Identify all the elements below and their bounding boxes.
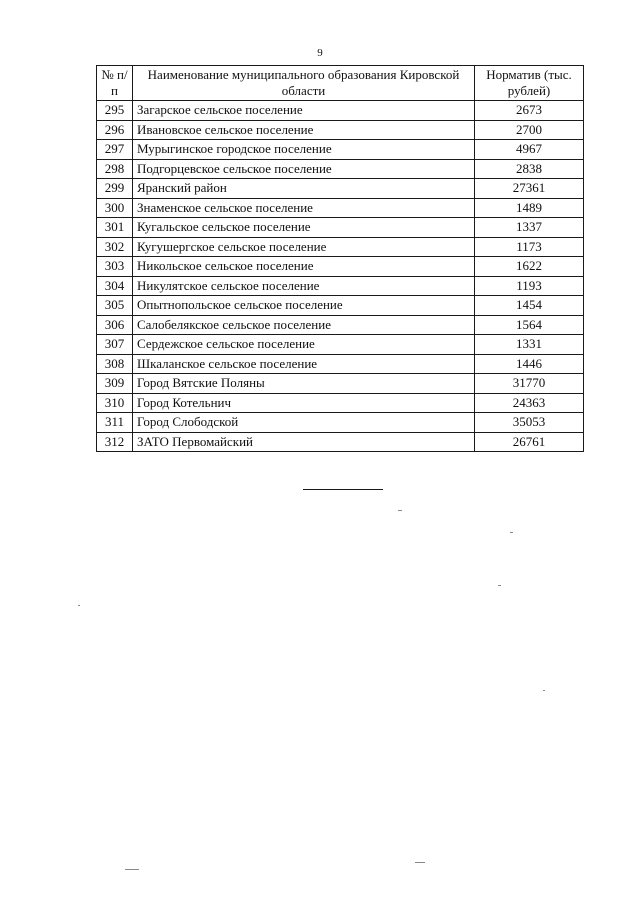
row-name: Ивановское сельское поселение [133, 120, 475, 140]
row-value: 1622 [475, 257, 584, 277]
row-name: Город Котельнич [133, 393, 475, 413]
row-number: 296 [97, 120, 133, 140]
table-row [97, 296, 584, 316]
row-value: 1193 [475, 276, 584, 296]
row-number: 311 [97, 413, 133, 433]
row-value: 26761 [475, 432, 584, 452]
row-name: Загарское сельское поселение [133, 101, 475, 121]
header-value: Норматив (тыс. рублей) [475, 66, 584, 101]
row-number: 308 [97, 354, 133, 374]
row-number: 307 [97, 335, 133, 355]
scan-speck [78, 605, 80, 606]
row-number: 298 [97, 159, 133, 179]
norm-table [96, 65, 584, 452]
table-row [97, 237, 584, 257]
row-value: 2838 [475, 159, 584, 179]
row-name: ЗАТО Первомайский [133, 432, 475, 452]
page-number: 9 [317, 47, 323, 59]
row-number: 306 [97, 315, 133, 335]
row-value: 1337 [475, 218, 584, 238]
table-row [97, 432, 584, 452]
header-name: Наименование муниципального образования Кировской области [133, 66, 475, 101]
row-number: 312 [97, 432, 133, 452]
row-name: Шкаланское сельское поселение [133, 354, 475, 374]
table-row [97, 315, 584, 335]
scan-speck [543, 690, 545, 691]
end-divider [303, 489, 383, 490]
header-row [97, 66, 584, 101]
row-value: 2700 [475, 120, 584, 140]
table-row [97, 159, 584, 179]
table-row [97, 140, 584, 160]
row-value: 1446 [475, 354, 584, 374]
row-value: 27361 [475, 179, 584, 199]
header-num: № п/п [97, 66, 133, 101]
row-value: 31770 [475, 374, 584, 394]
row-number: 302 [97, 237, 133, 257]
scan-speck [125, 869, 139, 870]
row-name: Кугальское сельское поселение [133, 218, 475, 238]
scan-speck [510, 532, 513, 533]
row-name: Кугушергское сельское поселение [133, 237, 475, 257]
table-row [97, 374, 584, 394]
row-name: Город Слободской [133, 413, 475, 433]
row-number: 299 [97, 179, 133, 199]
row-name: Сердежское сельское поселение [133, 335, 475, 355]
table-row [97, 276, 584, 296]
table-row [97, 354, 584, 374]
row-number: 309 [97, 374, 133, 394]
scan-speck [415, 862, 425, 863]
row-value: 1564 [475, 315, 584, 335]
row-name: Город Вятские Поляны [133, 374, 475, 394]
row-number: 297 [97, 140, 133, 160]
table-row [97, 393, 584, 413]
table-row [97, 413, 584, 433]
row-number: 300 [97, 198, 133, 218]
row-value: 24363 [475, 393, 584, 413]
scan-speck [498, 585, 501, 586]
table-row [97, 198, 584, 218]
scan-speck [398, 510, 402, 511]
row-name: Знаменское сельское поселение [133, 198, 475, 218]
row-number: 301 [97, 218, 133, 238]
row-number: 310 [97, 393, 133, 413]
row-number: 295 [97, 101, 133, 121]
row-name: Никулятское сельское поселение [133, 276, 475, 296]
table-body [97, 101, 584, 452]
table-header [97, 66, 584, 101]
row-value: 2673 [475, 101, 584, 121]
row-number: 303 [97, 257, 133, 277]
table-row [97, 101, 584, 121]
row-name: Яранский район [133, 179, 475, 199]
table-row [97, 179, 584, 199]
row-value: 4967 [475, 140, 584, 160]
row-name: Мурыгинское городское поселение [133, 140, 475, 160]
row-name: Опытнопольское сельское поселение [133, 296, 475, 316]
row-value: 1331 [475, 335, 584, 355]
table-row [97, 335, 584, 355]
row-name: Подгорцевское сельское поселение [133, 159, 475, 179]
row-value: 1454 [475, 296, 584, 316]
row-value: 35053 [475, 413, 584, 433]
row-value: 1489 [475, 198, 584, 218]
table-row [97, 218, 584, 238]
row-name: Салобелякское сельское поселение [133, 315, 475, 335]
row-value: 1173 [475, 237, 584, 257]
row-number: 304 [97, 276, 133, 296]
table-row [97, 120, 584, 140]
row-name: Никольское сельское поселение [133, 257, 475, 277]
table-row [97, 257, 584, 277]
row-number: 305 [97, 296, 133, 316]
